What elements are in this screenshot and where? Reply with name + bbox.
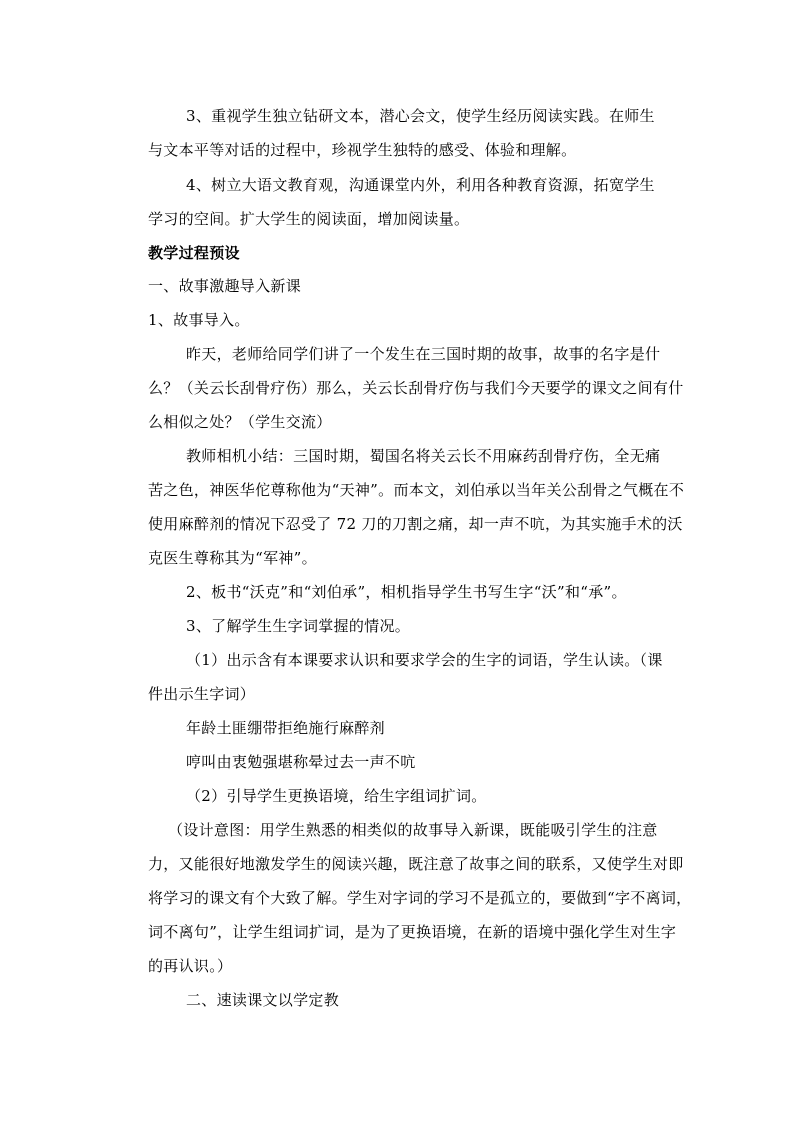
paragraph-line: 与文本平等对话的过程中，珍视学生独特的感受、体验和理解。	[148, 141, 577, 159]
paragraph-line: 么相似之处？（学生交流）	[148, 413, 332, 431]
paragraph-line: 教师相机小结：三国时期，蜀国名将关云长不用麻药刮骨疗伤，全无痛	[186, 447, 661, 465]
paragraph-line: （2）引导学生更换语境，给生字组词扩词。	[186, 787, 487, 805]
paragraph-line: 2、板书“沃克”和“刘伯承”，相机指导学生书写生字“沃”和“承”。	[186, 583, 627, 601]
paragraph-line: 3、了解学生生字词掌握的情况。	[186, 617, 411, 635]
design-intent-line: 词不离句”，让学生组词扩词，是为了更换语境，在新的语境中强化学生对生字	[148, 923, 677, 941]
word-list-line: 哼叫由衷勉强堪称晕过去一声不吭	[186, 753, 416, 771]
design-intent-line: （设计意图：用学生熟悉的相类似的故事导入新课，既能吸引学生的注意	[168, 821, 658, 839]
design-intent-line: 的再认识。）	[148, 957, 233, 975]
design-intent-line: 力，又能很好地激发学生的阅读兴趣，既注意了故事之间的联系，又使学生对即	[148, 855, 684, 873]
paragraph-line: 学习的空间。扩大学生的阅读面，增加阅读量。	[148, 210, 470, 228]
section-heading: 教学过程预设	[148, 244, 240, 262]
section-heading: 二、速读课文以学定教	[186, 991, 340, 1009]
paragraph-line: 使用麻醉剂的情况下忍受了 72 刀的刀割之痛，却一声不吭，为其实施手术的沃	[148, 515, 683, 533]
paragraph-line: 昨天，老师给同学们讲了一个发生在三国时期的故事，故事的名字是什	[186, 345, 661, 363]
section-heading: 一、故事激趣导入新课	[148, 277, 302, 295]
design-intent-line: 将学习的课文有个大致了解。学生对字词的学习不是孤立的，要做到“字不离词，	[148, 889, 692, 907]
paragraph-line: 么？（关云长刮骨疗伤）那么，关云长刮骨疗伤与我们今天要学的课文之间有什	[148, 379, 684, 397]
paragraph-line: 件出示生字词）	[148, 685, 256, 703]
paragraph-line: 1、故事导入。	[148, 311, 250, 329]
paragraph-line: 4、树立大语文教育观，沟通课堂内外，利用各种教育资源，拓宽学生	[186, 176, 655, 194]
paragraph-line: 苦之色，神医华佗尊称他为“天神”。而本文，刘伯承以当年关公刮骨之气概在不	[148, 481, 685, 499]
paragraph-line: 3、重视学生独立钻研文本，潜心会文，使学生经历阅读实践。在师生	[186, 107, 655, 125]
paragraph-line: （1）出示含有本课要求认识和要求学会的生字的词语，学生认读。（课	[186, 651, 663, 669]
paragraph-line: 克医生尊称其为“军神”。	[148, 549, 317, 567]
word-list-line: 年龄土匪绷带拒绝施行麻醉剂	[186, 719, 385, 737]
